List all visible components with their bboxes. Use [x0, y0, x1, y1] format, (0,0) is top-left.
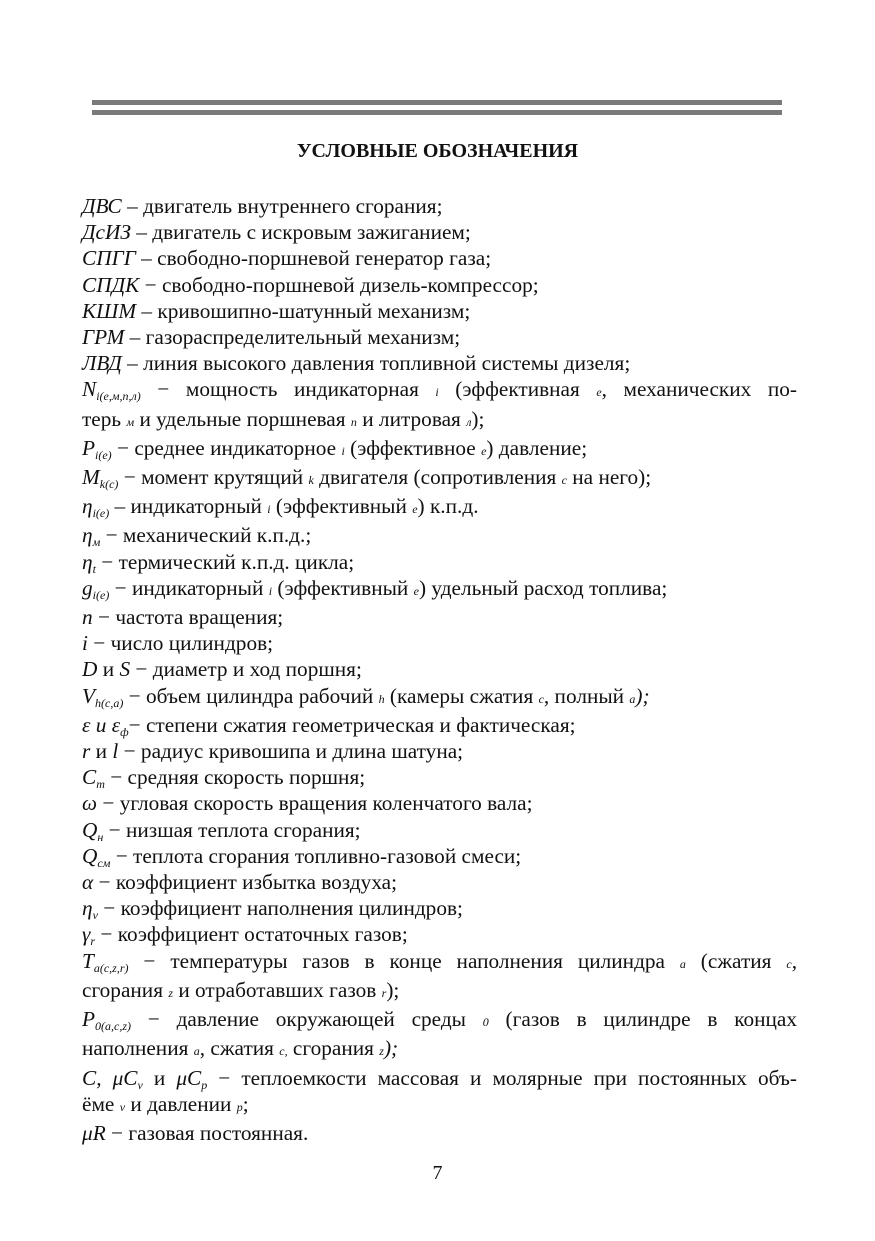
entry-alpha [82, 869, 797, 895]
definition: (эффективное [344, 435, 482, 460]
index-mark: м [126, 414, 135, 429]
symbol: r [82, 739, 91, 764]
index-mark: л [466, 414, 472, 429]
entry-omega [82, 790, 797, 816]
subscript: h(c,a) [95, 695, 124, 710]
entry-eff-t [82, 549, 797, 575]
subscript: н [97, 829, 104, 844]
definition: сгорания [82, 977, 169, 1002]
definition: − коэффициент остаточных газов; [95, 922, 408, 947]
definition: , сжатия [199, 1036, 280, 1061]
entry-speed [82, 604, 797, 630]
definition: − температуры газов в конце наполнения цилиндра [128, 948, 680, 973]
entry-spgg [82, 245, 797, 271]
index-mark: h [378, 691, 385, 706]
definition: − степени сжатия геометрическая и фактическая; [128, 712, 576, 737]
subscript: см [97, 855, 111, 870]
index-mark: i [341, 443, 345, 458]
page-title: УСЛОВНЫЕ ОБОЗНАЧЕНИЯ [296, 140, 579, 162]
entry-torque [82, 464, 797, 493]
index-mark: e [481, 443, 487, 458]
entry-grm [82, 324, 797, 350]
definition: (камеры сжатия [384, 683, 539, 708]
entry-rl [82, 738, 797, 764]
symbol: N [82, 377, 97, 402]
subscript: t [92, 561, 96, 576]
subscript: i(e) [92, 506, 110, 521]
symbol: μC [176, 1065, 202, 1090]
symbol: D [82, 657, 98, 682]
definition: ; [242, 1091, 249, 1116]
definition: ) к.п.д. [417, 494, 479, 519]
definition: − коэффициент избытка воздуха; [93, 870, 398, 895]
index-mark: c [786, 956, 792, 971]
entry-gammar [82, 921, 797, 947]
entry-compr [82, 712, 797, 738]
entry-p0 [82, 1006, 797, 1064]
entry-line [82, 1065, 797, 1091]
entry-spdk [82, 272, 797, 298]
definition: – свободно-поршневой генератор газа; [135, 246, 492, 271]
symbol: M [82, 465, 100, 490]
entry-cm [82, 764, 797, 790]
header-rule-bottom [92, 110, 782, 115]
definition: − объем цилиндра рабочий [123, 683, 379, 708]
definition: на него); [566, 465, 652, 490]
definition: − теплоемкости массовая и молярные при постоянных объ- [207, 1065, 798, 1090]
index-mark: e [412, 502, 418, 517]
entry-heat [82, 1065, 797, 1120]
definition: , полный [543, 683, 630, 708]
entry-volume [82, 683, 797, 712]
entry-qn [82, 817, 797, 843]
symbol: g [82, 575, 93, 600]
symbol: η [82, 494, 93, 519]
symbol: ДВС [82, 194, 122, 218]
definition: ); [635, 683, 650, 708]
index-mark: a [193, 1044, 200, 1059]
definition: − газовая постоянная. [105, 1120, 309, 1145]
symbol: КШМ [82, 298, 137, 323]
symbol: СПГГ [82, 246, 136, 271]
subscript: p [201, 1077, 208, 1092]
index-mark: e [596, 385, 602, 400]
symbol: S [119, 657, 131, 682]
symbol: l [112, 739, 119, 764]
definition: – газораспределительный механизм; [124, 325, 461, 350]
index-mark: r [381, 985, 387, 1000]
index-mark: 0 [482, 1015, 489, 1030]
symbol: ДсИЗ [82, 220, 131, 245]
symbol: η [82, 549, 93, 574]
symbol: C, μC [82, 1065, 138, 1090]
index-mark: i [435, 385, 439, 400]
subscript: a(c,z,r) [93, 960, 129, 975]
entry-temp [82, 948, 797, 1006]
definition: – кривошипно-шатунный механизм; [136, 298, 471, 323]
definition: – линия высокого давления топливной системы дизеля; [121, 351, 631, 376]
definition: − угловая скорость вращения коленчатого вала; [97, 791, 533, 816]
entry-qsm [82, 843, 797, 869]
definition: − среднее индикаторное [111, 435, 342, 460]
definition: (эффективный [272, 575, 414, 600]
symbol: μR [82, 1120, 106, 1145]
definition: (газов в цилиндре в концах [488, 1007, 798, 1032]
subscript: k(c) [99, 477, 119, 492]
subscript: 0(a,c,z) [95, 1019, 132, 1034]
definition: терь [82, 406, 127, 431]
symbol: η [82, 896, 93, 921]
index-mark: a [629, 691, 636, 706]
page-number: 7 [432, 1162, 443, 1184]
conjunction: и [90, 739, 113, 764]
entry-cyl [82, 630, 797, 656]
entry-dvs [82, 193, 797, 219]
definition: − момент крутящий [118, 465, 309, 490]
definition: двигателя (сопротивления [313, 465, 562, 490]
definition: − радиус кривошипа и длина шатуна; [118, 739, 464, 764]
definition: (сжатия [685, 948, 787, 973]
definition: сгорания [287, 1036, 380, 1061]
entry-muR [82, 1120, 797, 1146]
definition: − индикаторный [109, 575, 269, 600]
symbol: γ [82, 922, 91, 947]
subscript: м [92, 535, 101, 550]
symbol: P [82, 1007, 96, 1032]
conjunction: и [97, 657, 120, 682]
index-mark: p [236, 1099, 243, 1114]
symbol: ε и ε [82, 712, 121, 737]
subscript: i(e) [95, 447, 112, 462]
symbol: P [82, 435, 96, 460]
entry-line [82, 948, 797, 977]
definition: − свободно-поршневой дизель-компрессор; [139, 272, 539, 297]
index-mark: c [561, 473, 567, 488]
definition: (эффективная [438, 377, 597, 402]
definition: – двигатель с искровым зажиганием; [130, 220, 471, 245]
definition: ёме [82, 1091, 120, 1116]
entry-line [82, 376, 797, 405]
definition: − давление окружающей среды [131, 1007, 483, 1032]
symbol: η [82, 523, 93, 548]
conjunction: и [142, 1065, 177, 1090]
entry-power [82, 376, 797, 434]
symbol: α [82, 870, 94, 895]
symbol: C [82, 765, 97, 790]
entry-dsiz [82, 219, 797, 245]
definition: ) удельный расход топлива; [418, 575, 668, 600]
index-mark: c, [279, 1044, 288, 1059]
definition: – индикаторный [109, 494, 268, 519]
entry-lvd [82, 350, 797, 376]
notation-list [82, 193, 797, 1146]
header-rule-top [92, 100, 782, 105]
subscript: v [137, 1077, 143, 1092]
index-mark: a [679, 956, 686, 971]
subscript: i(e,м,n,л) [96, 389, 141, 404]
definition: ); [386, 977, 400, 1002]
entry-kshm [82, 298, 797, 324]
index-mark: i [268, 583, 273, 598]
definition: − термический к.п.д. цикла; [95, 549, 355, 574]
subscript: v [92, 908, 98, 923]
subscript: r [90, 934, 96, 949]
symbol: n [82, 605, 93, 630]
subscript: m [96, 777, 105, 792]
definition: и литровая [356, 406, 467, 431]
definition: ); [471, 406, 485, 431]
definition: − частота вращения; [92, 605, 284, 630]
subscript: ф [120, 724, 129, 739]
entry-eff-m [82, 522, 797, 548]
entry-ds [82, 656, 797, 682]
definition: наполнения [82, 1036, 194, 1061]
symbol: V [82, 683, 96, 708]
symbol: ГРМ [82, 325, 125, 350]
symbol: Q [82, 817, 98, 842]
definition: , [791, 948, 798, 973]
definition: − средняя скорость поршня; [104, 765, 366, 790]
symbol: T [82, 948, 94, 973]
index-mark: k [308, 473, 314, 488]
index-mark: z [379, 1044, 384, 1059]
entry-pressure [82, 435, 797, 464]
definition: − теплота сгорания топливно-газовой смеси; [110, 843, 522, 868]
index-mark: i [267, 502, 271, 517]
symbol: Q [82, 843, 98, 868]
index-mark: e [413, 583, 419, 598]
definition: ) давление; [486, 435, 588, 460]
definition: − низшая теплота сгорания; [103, 817, 361, 842]
definition: − механический к.п.д.; [100, 523, 312, 548]
index-mark: z [168, 985, 173, 1000]
definition: и удельные поршневая [134, 406, 351, 431]
index-mark: n [350, 414, 357, 429]
index-mark: c [538, 691, 544, 706]
definition: − мощность индикаторная [140, 377, 436, 402]
entry-fuel [82, 575, 797, 604]
symbol: i [82, 631, 88, 656]
entry-eff-ie [82, 493, 797, 522]
subscript: i(e) [92, 587, 110, 602]
definition: – двигатель внутреннего сгорания; [121, 194, 443, 218]
definition: ); [383, 1036, 399, 1061]
definition: (эффективный [270, 494, 413, 519]
entry-etav [82, 895, 797, 921]
definition: и отработавших газов [173, 977, 382, 1002]
entry-line [82, 1006, 797, 1035]
index-mark: v [119, 1099, 126, 1114]
definition: , механических по- [601, 377, 797, 402]
symbol: ЛВД [82, 351, 122, 376]
definition: − диаметр и ход поршня; [130, 657, 362, 682]
definition: − коэффициент наполнения цилиндров; [97, 896, 463, 921]
symbol: ω [82, 791, 98, 816]
symbol: СПДК [82, 272, 140, 297]
definition: и давлении [125, 1091, 237, 1116]
definition: − число цилиндров; [87, 631, 274, 656]
